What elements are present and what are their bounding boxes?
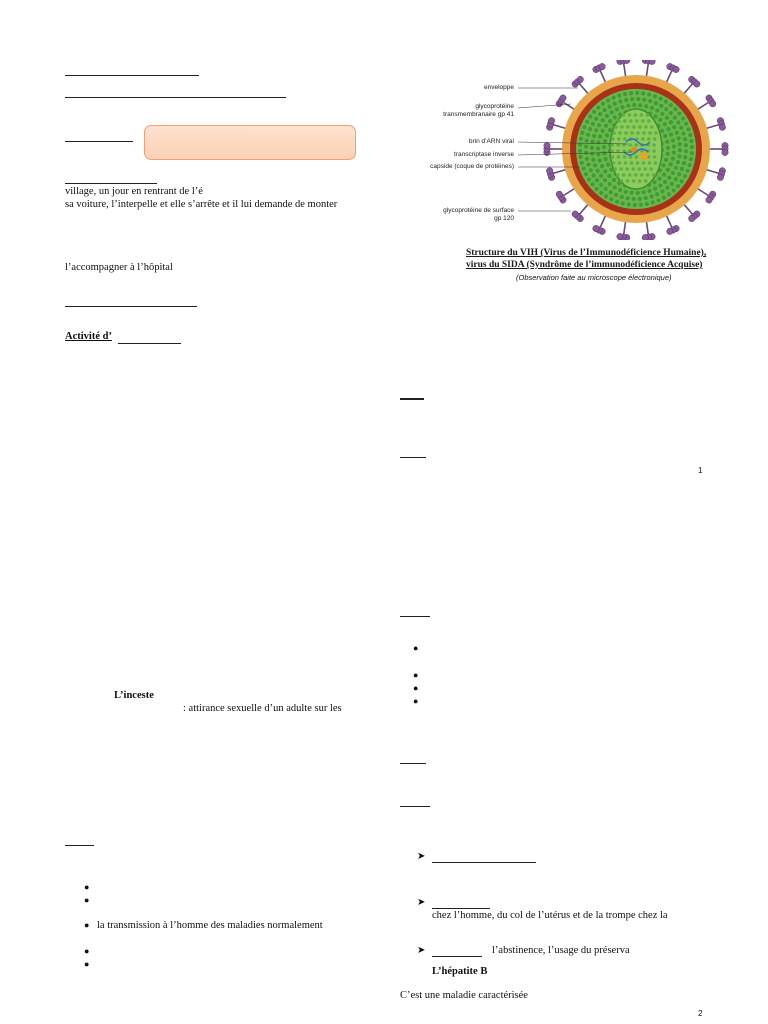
gp41-stem <box>580 203 589 214</box>
bullet-icon: ● <box>84 946 90 956</box>
blank-line <box>65 845 94 846</box>
gp41-stem <box>666 71 672 84</box>
title-box <box>144 125 356 160</box>
gp41-stem <box>697 188 709 196</box>
gp120-spike <box>546 117 554 130</box>
bullet-icon: ● <box>413 670 419 680</box>
bullet-text: la transmission à l’homme des maladies normalement <box>97 920 323 931</box>
gp41-stem <box>564 103 576 111</box>
blank-line <box>400 398 424 400</box>
gp120-spike <box>556 191 566 203</box>
bullet-icon: ● <box>413 683 419 693</box>
arrow-bullet-icon: ➤ <box>417 897 426 908</box>
blank-line <box>65 183 157 184</box>
gp120-spike <box>722 142 728 155</box>
page-number: 2 <box>698 1009 703 1018</box>
gp41-stem <box>600 214 606 227</box>
label-arn: brin d’ARN viral <box>468 138 514 145</box>
gp41-stem <box>683 84 692 95</box>
label-gp41: transmembranaire gp 41 <box>443 111 514 118</box>
blank-line <box>400 806 430 807</box>
blank-line <box>65 306 197 307</box>
arrow-bullet-icon: ➤ <box>417 945 426 956</box>
gp120-spike <box>593 63 606 72</box>
bullet-icon: ● <box>84 959 90 969</box>
gp41-stem <box>553 169 566 173</box>
gp120-spike <box>546 168 554 181</box>
blank-line <box>400 616 430 617</box>
hepatite-heading: L’hépatite B <box>432 966 488 977</box>
blank-line <box>400 457 426 458</box>
bullet-icon: ● <box>84 920 90 930</box>
gp41-stem <box>705 169 718 173</box>
gp41-stem <box>624 64 626 78</box>
page-number: 1 <box>698 466 703 475</box>
blank-line <box>65 141 133 142</box>
paragraph-line: sa voiture, l’interpelle et elle s’arrête et il lui demande de monter <box>65 199 338 210</box>
gp120-spike <box>642 60 655 65</box>
gp41-stem <box>646 64 648 78</box>
label-capside: capside (coque de protéines) <box>430 163 514 170</box>
blank-line <box>65 75 199 76</box>
label-gp120: glycoprotéine de surface <box>443 207 514 214</box>
gp41-stem <box>553 125 566 129</box>
figure-caption: virus du SIDA (Syndrôme de l’immunodéficience Acquise) <box>466 260 703 270</box>
gp120-spike <box>717 117 725 130</box>
gp41-stem <box>580 84 589 95</box>
gp41-stem <box>666 214 672 227</box>
gp41-stem <box>646 220 648 234</box>
arrow-item-text: chez l’homme, du col de l’utérus et de la trompe chez la <box>432 910 668 921</box>
gp41-stem <box>624 220 626 234</box>
inceste-definition: : attirance sexuelle d’un adulte sur les <box>183 703 342 714</box>
paragraph-line: l’accompagner à l’hôpital <box>65 262 173 273</box>
gp41-stem <box>683 203 692 214</box>
bullet-icon: ● <box>84 882 90 892</box>
gp120-spike <box>617 60 630 65</box>
gp41-stem <box>705 125 718 129</box>
bullet-icon: ● <box>84 895 90 905</box>
hepatite-text: C’est une maladie caractérisée <box>400 990 528 1001</box>
leader-line <box>518 104 571 108</box>
gp41-stem <box>600 71 606 84</box>
gp120-spike <box>544 142 550 155</box>
label-transcriptase: transcriptase inverse <box>454 151 514 158</box>
blank-line <box>432 956 482 957</box>
gp120-spike <box>717 168 725 181</box>
transcriptase-enzyme <box>640 152 648 160</box>
gp120-spike <box>706 95 716 107</box>
gp120-spike <box>593 225 606 234</box>
blank-line <box>65 97 286 98</box>
blank-line <box>432 908 490 909</box>
gp120-spike <box>706 191 716 203</box>
blank-line <box>400 763 426 764</box>
figure-caption-note: (Observation faite au microscope électronique) <box>516 273 672 282</box>
gp120-spike <box>642 233 655 240</box>
label-enveloppe: enveloppe <box>484 84 514 91</box>
paragraph-line: village, un jour en rentrant de l’é <box>65 186 203 197</box>
inceste-term: L’inceste <box>114 690 154 701</box>
gp41-stem <box>564 188 576 196</box>
label-gp120: gp 120 <box>494 215 514 222</box>
blank-line <box>432 862 536 863</box>
figure-caption: Structure du VIH (Virus de l’Immunodéficience Humaine), <box>466 248 707 258</box>
arrow-item-text: l’abstinence, l’usage du préserva <box>492 945 630 956</box>
bullet-icon: ● <box>413 696 419 706</box>
gp41-stem <box>697 103 709 111</box>
activity-heading: Activité d’ <box>65 331 112 342</box>
gp120-spike <box>667 225 680 234</box>
label-gp41: glycoprotéine <box>475 103 514 110</box>
blank-line <box>118 343 181 344</box>
gp120-spike <box>667 63 680 72</box>
arrow-bullet-icon: ➤ <box>417 851 426 862</box>
bullet-icon: ● <box>413 643 419 653</box>
gp120-spike <box>617 233 630 240</box>
